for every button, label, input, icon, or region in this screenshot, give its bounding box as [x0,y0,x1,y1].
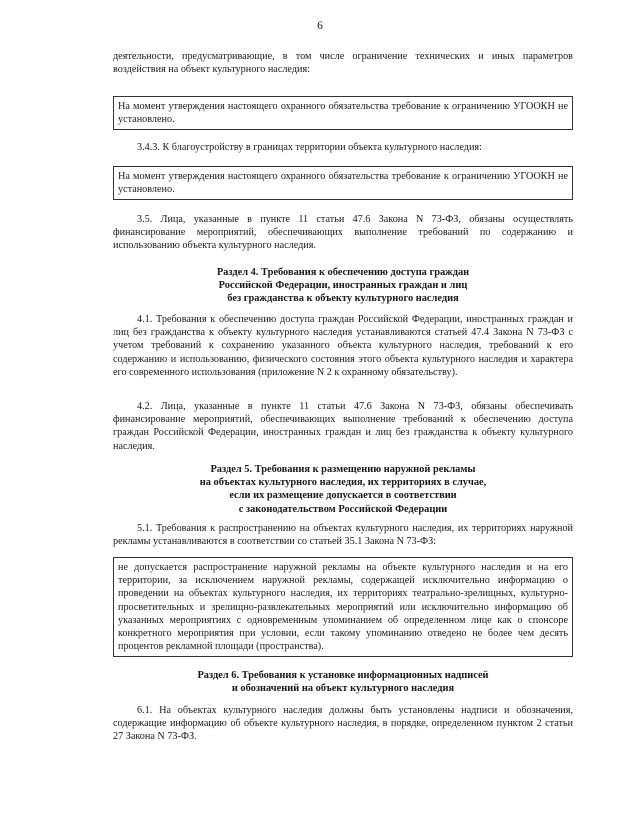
section-6-heading [113,669,573,695]
section-4-heading-line: Раздел 4. Требования к обеспечению доступа граждан [216,267,470,278]
section-5-heading-line: с законодательством Российской Федерации [238,503,448,515]
section-5-heading [113,463,573,516]
paragraph-4-1: 4.1. Требования к обеспечению доступа граждан Российской Федерации, иностранных граждан и лиц без гражданства к объекту культурного наследия устанавливаются статьей 47.4 Закона N 73-ФЗ с учетом требований к сохранению указанного объекта культурного наследия, требований к его содержанию и использованию, физического состояния этого объекта культурного наследия и характера его современного использования (приложение N 2 к охранному обязательству). [113,314,573,378]
section-4-heading [113,266,573,306]
requirement-box-5-1: не допускается распространение наружной рекламы на объекте культурного наследия и на его территории, за исключением наружной рекламы, содержащей исключительно информацию о проведении на объектах культурного наследия, их территориях театрально-зрелищных, культурно-просветительных и зрелищно-развлекательных мероприятий или исключительно информацию об указанных мероприятиях с одновременным упоминанием об определенном лице как о спонсоре конкретного мероприятия при условии, если такому упоминанию отведено не более чем десять процентов рекламной площади (пространства). [113,557,573,657]
requirement-box-3-4-3: На момент утверждения настоящего охранного обязательства требование к ограничению УГООКН не установлено. [113,166,573,200]
paragraph-6-1: 6.1. На объектах культурного наследия должны быть установлены надписи и обозначения, содержащие информацию об объекте культурного наследия, в порядке, определенном пунктом 2 статьи 27 Закона N 73-ФЗ. [113,705,573,743]
section-6-heading-line: и обозначений на объект культурного наследия [231,683,455,695]
section-6-heading-line: Раздел 6. Требования к установке информационных надписей [197,670,489,681]
page-number: 6 [317,20,323,32]
section-4-heading-line: без гражданства к объекту культурного наследия [227,293,459,305]
section-5-heading-line: на объектах культурного наследия, их территориях в случае, [199,477,487,489]
paragraph-3-4-2-continuation: деятельности, предусматривающие, в том числе ограничение технических и иных параметров воздействия на объект культурного наследия: [113,51,573,76]
section-4-heading-line: Российской Федерации, иностранных граждан и лиц [218,280,468,292]
paragraph-5-1: 5.1. Требования к распространению на объектах культурного наследия, их территориях наружной рекламы устанавливаются в соответствии со статьей 35.1 Закона N 73-ФЗ: [113,523,573,548]
paragraph-3-5: 3.5. Лица, указанные в пункте 11 статьи 47.6 Закона N 73-ФЗ, обязаны осуществлять финансирование мероприятий, обеспечивающих выполнение требований по содержанию и использованию объекта культурного наследия. [113,214,573,252]
section-5-heading-line: если их размещение допускается в соответствии [229,490,457,502]
section-5-heading-line: Раздел 5. Требования к размещению наружной рекламы [210,464,476,475]
requirement-box-3-4-2: На момент утверждения настоящего охранного обязательства требование к ограничению УГООКН не установлено. [113,96,573,130]
paragraph-3-4-3: 3.4.3. К благоустройству в границах территории объекта культурного наследия: [137,142,482,153]
paragraph-4-2: 4.2. Лица, указанные в пункте 11 статьи 47.6 Закона N 73-ФЗ, обязаны обеспечивать финансирование мероприятий, обеспечивающих выполнение требований к обеспечению доступа граждан Российской Федерации, иностранных граждан и лиц без гражданства к объекту культурного наследия. [113,401,573,452]
